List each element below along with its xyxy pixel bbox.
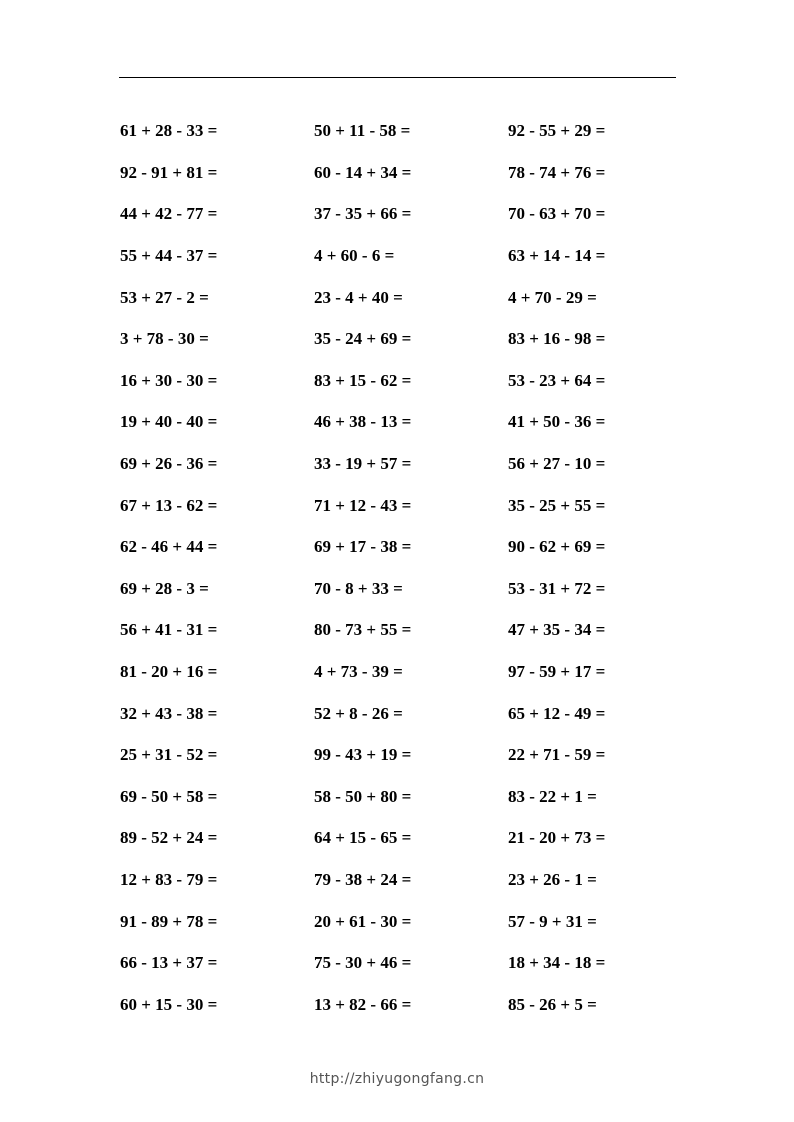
math-problem: 61 + 28 - 33 = (120, 121, 218, 141)
math-problem: 50 + 11 - 58 = (314, 121, 411, 141)
math-problem: 79 - 38 + 24 = (314, 869, 412, 889)
math-problem: 60 - 14 + 34 = (314, 162, 412, 182)
math-problem: 70 - 63 + 70 = (508, 204, 606, 224)
math-problem: 69 + 28 - 3 = (120, 578, 209, 598)
math-problem: 44 + 42 - 77 = (120, 204, 218, 224)
math-problem: 83 + 15 - 62 = (314, 370, 412, 390)
math-problem: 83 - 22 + 1 = (508, 786, 597, 806)
problem-grid (120, 110, 680, 1025)
problem-row (120, 859, 680, 901)
math-problem: 67 + 13 - 62 = (120, 495, 218, 515)
math-problem: 25 + 31 - 52 = (120, 745, 218, 765)
header-rule (119, 77, 676, 78)
problem-row (120, 942, 680, 984)
math-problem: 66 - 13 + 37 = (120, 953, 218, 973)
math-problem: 32 + 43 - 38 = (120, 703, 218, 723)
problem-row (120, 193, 680, 235)
math-problem: 20 + 61 - 30 = (314, 911, 412, 931)
math-problem: 78 - 74 + 76 = (508, 162, 606, 182)
math-problem: 37 - 35 + 66 = (314, 204, 412, 224)
math-problem: 91 - 89 + 78 = (120, 911, 218, 931)
math-problem: 53 - 23 + 64 = (508, 370, 606, 390)
problem-row (120, 817, 680, 859)
math-problem: 46 + 38 - 13 = (314, 412, 412, 432)
math-problem: 69 + 26 - 36 = (120, 454, 218, 474)
math-problem: 65 + 12 - 49 = (508, 703, 606, 723)
math-problem: 75 - 30 + 46 = (314, 953, 412, 973)
math-problem: 63 + 14 - 14 = (508, 246, 606, 266)
math-problem: 92 - 91 + 81 = (120, 162, 218, 182)
math-problem: 55 + 44 - 37 = (120, 246, 218, 266)
math-problem: 53 - 31 + 72 = (508, 578, 606, 598)
problem-row (120, 484, 680, 526)
math-problem: 52 + 8 - 26 = (314, 703, 403, 723)
math-problem: 56 + 41 - 31 = (120, 620, 218, 640)
math-problem: 19 + 40 - 40 = (120, 412, 218, 432)
math-problem: 80 - 73 + 55 = (314, 620, 412, 640)
math-problem: 99 - 43 + 19 = (314, 745, 412, 765)
math-problem: 83 + 16 - 98 = (508, 329, 606, 349)
math-problem: 23 - 4 + 40 = (314, 287, 403, 307)
problem-row (120, 526, 680, 568)
problem-row (120, 983, 680, 1025)
problem-row (120, 152, 680, 194)
math-problem: 92 - 55 + 29 = (508, 121, 606, 141)
math-problem: 90 - 62 + 69 = (508, 537, 606, 557)
problem-row (120, 235, 680, 277)
problem-row (120, 609, 680, 651)
problem-row (120, 900, 680, 942)
math-problem: 71 + 12 - 43 = (314, 495, 412, 515)
math-problem: 16 + 30 - 30 = (120, 370, 218, 390)
math-problem: 4 + 70 - 29 = (508, 287, 597, 307)
math-problem: 58 - 50 + 80 = (314, 786, 412, 806)
problem-row (120, 360, 680, 402)
math-problem: 62 - 46 + 44 = (120, 537, 218, 557)
problem-row (120, 734, 680, 776)
math-problem: 69 - 50 + 58 = (120, 786, 218, 806)
footer-url: http://zhiyugongfang.cn (309, 1071, 485, 1087)
math-problem: 3 + 78 - 30 = (120, 329, 209, 349)
math-problem: 21 - 20 + 73 = (508, 828, 606, 848)
problem-row (120, 401, 680, 443)
math-problem: 60 + 15 - 30 = (120, 994, 218, 1014)
math-problem: 57 - 9 + 31 = (508, 911, 597, 931)
problem-row (120, 276, 680, 318)
math-problem: 18 + 34 - 18 = (508, 953, 606, 973)
math-problem: 35 - 25 + 55 = (508, 495, 606, 515)
math-problem: 23 + 26 - 1 = (508, 869, 597, 889)
math-problem: 85 - 26 + 5 = (508, 994, 597, 1014)
math-problem: 53 + 27 - 2 = (120, 287, 209, 307)
problem-row (120, 568, 680, 610)
math-problem: 47 + 35 - 34 = (508, 620, 606, 640)
math-problem: 97 - 59 + 17 = (508, 662, 606, 682)
math-problem: 64 + 15 - 65 = (314, 828, 412, 848)
problem-row (120, 651, 680, 693)
math-problem: 89 - 52 + 24 = (120, 828, 218, 848)
problem-row (120, 692, 680, 734)
math-problem: 56 + 27 - 10 = (508, 454, 606, 474)
math-problem: 4 + 73 - 39 = (314, 662, 403, 682)
math-problem: 70 - 8 + 33 = (314, 578, 403, 598)
math-problem: 13 + 82 - 66 = (314, 994, 412, 1014)
math-problem: 35 - 24 + 69 = (314, 329, 412, 349)
problem-row (120, 318, 680, 360)
problem-row (120, 443, 680, 485)
math-problem: 33 - 19 + 57 = (314, 454, 412, 474)
problem-row (120, 110, 680, 152)
math-problem: 12 + 83 - 79 = (120, 869, 218, 889)
math-problem: 22 + 71 - 59 = (508, 745, 606, 765)
math-problem: 41 + 50 - 36 = (508, 412, 606, 432)
math-problem: 4 + 60 - 6 = (314, 246, 395, 266)
math-problem: 69 + 17 - 38 = (314, 537, 412, 557)
math-problem: 81 - 20 + 16 = (120, 662, 218, 682)
problem-row (120, 776, 680, 818)
